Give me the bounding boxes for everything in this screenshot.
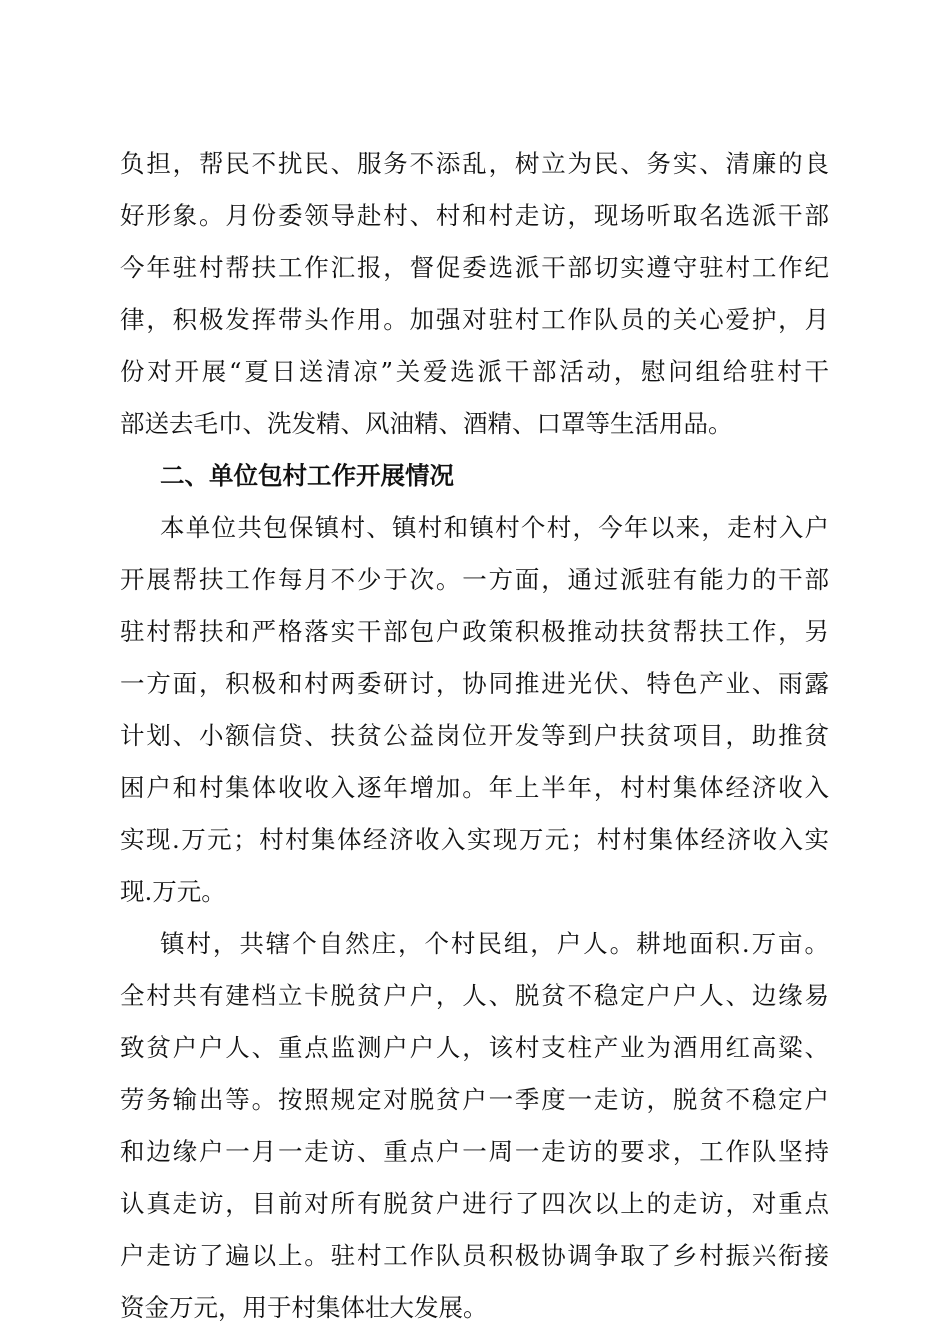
text-line: 致贫户户人、重点监测户户人，该村支柱产业为酒用红高粱、 <box>120 1033 829 1062</box>
text-line: 实现.万元；村村集体经济收入实现万元；村村集体经济收入实 <box>120 825 829 854</box>
text-line: 和边缘户一月一走访、重点户一周一走访的要求，工作队坚持 <box>120 1137 829 1166</box>
text-line: 户走访了遍以上。驻村工作队员积极协调争取了乡村振兴衔接 <box>120 1241 829 1270</box>
text-line: 开展帮扶工作每月不少于次。一方面，通过派驻有能力的干部 <box>120 565 829 594</box>
section-heading: 二、单位包村工作开展情况 <box>160 461 454 490</box>
text-line: 镇村，共辖个自然庄，个村民组，户人。耕地面积.万亩。 <box>160 929 829 958</box>
text-line: 部送去毛巾、洗发精、风油精、酒精、口罩等生活用品。 <box>120 409 733 438</box>
text-line: 驻村帮扶和严格落实干部包户政策积极推动扶贫帮扶工作，另 <box>120 617 829 646</box>
text-line: 认真走访，目前对所有脱贫户进行了四次以上的走访，对重点 <box>120 1189 829 1218</box>
text-line: 困户和村集体收收入逐年增加。年上半年，村村集体经济收入 <box>120 773 829 802</box>
text-line: 律，积极发挥带头作用。加强对驻村工作队员的关心爱护，月 <box>120 305 829 334</box>
document-page <box>120 138 829 1334</box>
text-line: 一方面，积极和村两委研讨，协同推进光伏、特色产业、雨露 <box>120 669 829 698</box>
text-line: 份对开展“夏日送清凉”关爱选派干部活动，慰问组给驻村干 <box>120 357 829 386</box>
text-line: 今年驻村帮扶工作汇报，督促委选派干部切实遵守驻村工作纪 <box>120 253 829 282</box>
text-line: 全村共有建档立卡脱贫户户，人、脱贫不稳定户户人、边缘易 <box>120 981 829 1010</box>
text-line: 好形象。月份委领导赴村、村和村走访，现场听取名选派干部 <box>120 201 829 230</box>
text-line: 本单位共包保镇村、镇村和镇村个村，今年以来，走村入户 <box>160 513 829 542</box>
paragraph-unit-villages <box>120 502 829 918</box>
paragraph-continuation <box>120 138 829 450</box>
paragraph-village-detail <box>120 918 829 1334</box>
text-line: 劳务输出等。按照规定对脱贫户一季度一走访，脱贫不稳定户 <box>120 1085 829 1114</box>
text-line: 现.万元。 <box>120 877 226 906</box>
text-line: 计划、小额信贷、扶贫公益岗位开发等到户扶贫项目，助推贫 <box>120 721 829 750</box>
text-line: 负担，帮民不扰民、服务不添乱，树立为民、务实、清廉的良 <box>120 149 829 178</box>
text-line: 资金万元，用于村集体壮大发展。 <box>120 1293 488 1322</box>
